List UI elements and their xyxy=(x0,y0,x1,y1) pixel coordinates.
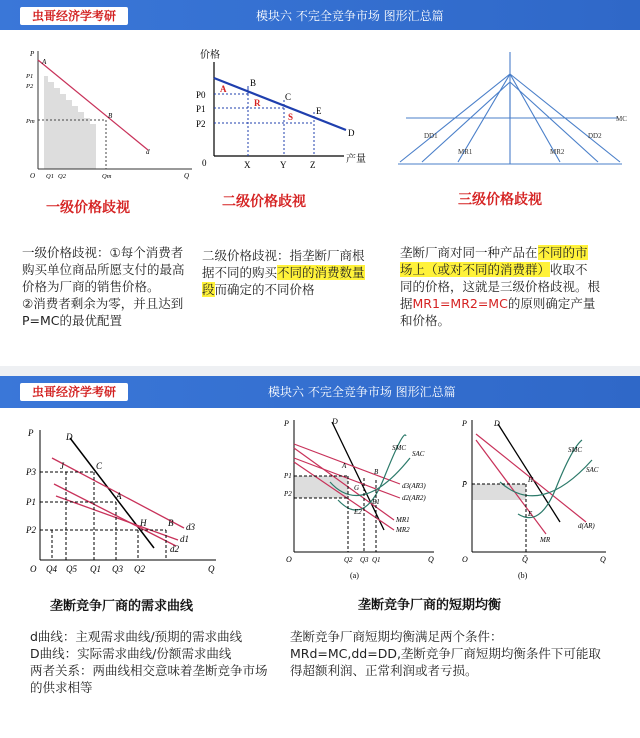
pm-label: Pm xyxy=(26,118,35,125)
panel-monopolistic-competition xyxy=(0,376,640,738)
sac-label: SAC xyxy=(412,450,425,458)
q3-label: Q3 xyxy=(360,556,369,564)
q-axis: Q xyxy=(428,555,434,564)
first-degree-text-2: ②消费者剩余为零，并且达到P=MC的最优配置 xyxy=(22,296,184,328)
module-title-2: 模块六 不完全竞争市场 图形汇总篇 xyxy=(268,385,456,399)
panel-price-discrimination xyxy=(0,0,640,366)
q-axis: Q xyxy=(600,555,606,564)
point-b: B xyxy=(108,112,113,120)
point-c: C xyxy=(285,92,292,102)
d1-label: d1 xyxy=(180,534,189,544)
p1-label: P1 xyxy=(196,104,206,114)
third-degree-text xyxy=(400,244,600,329)
mr1-label: MR1 xyxy=(458,148,473,156)
demand-d: d xyxy=(146,148,150,156)
dd1-label: DD1 xyxy=(424,132,438,140)
p-axis: P xyxy=(284,419,289,428)
demand-curves-figure xyxy=(26,428,236,578)
mc-label: MC xyxy=(616,115,627,123)
d2-label: d2 xyxy=(170,544,179,554)
p-axis: P xyxy=(28,428,34,438)
brand-label-2: 虫哥经济学考研 xyxy=(20,383,128,401)
panel-separator xyxy=(0,366,640,376)
brand-label: 虫哥经济学考研 xyxy=(20,7,128,25)
origin-o: O xyxy=(30,172,36,180)
p-axis: P xyxy=(462,419,467,428)
point-j: J xyxy=(60,461,64,471)
second-degree-figure xyxy=(196,48,376,178)
p2-label: P2 xyxy=(26,83,34,90)
d3-label: d3 xyxy=(186,522,195,532)
quantity-label: 产量 xyxy=(346,154,366,165)
third-degree-text-post: 的原则确定产量和价格。 xyxy=(400,296,596,328)
q5-label: Q5 xyxy=(66,564,77,574)
point-a: A xyxy=(116,491,122,501)
point-b: B xyxy=(374,468,379,476)
x-label: X xyxy=(244,160,251,170)
caption-demand-curves: 垄断竞争厂商的需求曲线 xyxy=(50,599,194,614)
point-h: H xyxy=(140,518,147,528)
origin-o: O xyxy=(462,555,468,564)
second-degree-text xyxy=(202,247,370,298)
q2-label: Q2 xyxy=(134,564,145,574)
steps-fill xyxy=(44,76,96,169)
q1-label: Q1 xyxy=(90,564,101,574)
q-axis: Q xyxy=(208,564,215,574)
second-degree-highlight: 不同的消费数量段 xyxy=(202,265,365,297)
p1-label: P1 xyxy=(26,497,36,507)
point-h: H xyxy=(528,476,534,484)
point-b: B xyxy=(168,518,174,528)
second-degree-text-post: 而确定的不同价格 xyxy=(214,282,315,297)
point-e: E xyxy=(316,106,322,116)
point-a: A xyxy=(342,462,347,470)
point-e1: E1 xyxy=(372,498,380,506)
qbar-label: Q̄ xyxy=(522,555,528,564)
demand-d: D xyxy=(348,128,355,138)
z-label: Z xyxy=(310,160,316,170)
mr2-label: MR2 xyxy=(550,148,565,156)
third-degree-text-pre: 垄断厂商对同一种产品在 xyxy=(400,245,538,260)
y-label: Y xyxy=(280,160,287,170)
q1-label: Q1 xyxy=(46,173,54,180)
point-g: G xyxy=(354,484,360,492)
caption-a: (a) xyxy=(350,571,359,580)
point-e: E xyxy=(528,510,533,518)
mr2-label: MR2 xyxy=(396,526,410,534)
caption-first-degree: 一级价格歧视 xyxy=(46,200,130,216)
first-degree-text xyxy=(22,244,192,329)
third-degree-figure xyxy=(396,42,636,172)
q3-label: Q3 xyxy=(112,564,123,574)
dar-label: d(AR) xyxy=(578,522,595,530)
pbar-label: P̄ xyxy=(462,480,467,489)
q-axis-label: Q xyxy=(184,172,190,180)
header-banner xyxy=(0,0,640,30)
third-degree-text-mid: 收取不同的价格，这就是三级价格歧视。根据 xyxy=(400,262,601,311)
short-run-text-2: MRd=MC,dd=DD,垄断竞争厂商短期均衡条件下可能取得超额利润、正常利润或者亏损。 xyxy=(290,646,601,678)
third-degree-highlight: 不同的市场上（或对不同的消费群） xyxy=(400,245,588,277)
point-e2: E2 xyxy=(354,508,362,516)
caption-short-run: 垄断竞争厂商的短期均衡 xyxy=(358,598,502,613)
q2-label: Q2 xyxy=(344,556,353,564)
area-s: S xyxy=(288,112,294,122)
caption-second-degree: 二级价格歧视 xyxy=(222,194,306,210)
first-degree-text-1: 一级价格歧视：①每个消费者购买单位商品所愿支付的最高价格为厂商的销售价格。 xyxy=(22,245,185,294)
area-a: A xyxy=(220,84,227,94)
q2-label: Q2 xyxy=(58,173,66,180)
big-d: D xyxy=(66,432,73,442)
short-run-text xyxy=(290,628,610,679)
p1-label: P1 xyxy=(284,472,292,480)
big-d: D xyxy=(494,419,500,428)
mr-label: MR xyxy=(540,536,551,544)
demand-curve-text: d曲线：主观需求曲线/预期的需求曲线 D曲线：实际需求曲线/份额需求曲线 两者关系：两曲线相交意味着垄断竞争市场的供求相等 xyxy=(30,629,268,695)
first-degree-figure xyxy=(20,48,200,188)
origin-o: O xyxy=(30,564,37,574)
point-c: C xyxy=(96,461,103,471)
short-run-text-1: 垄断竞争厂商短期均衡满足两个条件： xyxy=(290,629,503,644)
big-d: D xyxy=(332,417,338,426)
p2-label: P2 xyxy=(26,525,36,535)
p2-label: P2 xyxy=(196,119,206,129)
point-a: A xyxy=(42,58,47,66)
short-run-figure-a xyxy=(284,418,444,588)
p2-label: P2 xyxy=(284,490,292,498)
point-b: B xyxy=(250,78,257,88)
d2-label: d2(AR2) xyxy=(402,494,426,502)
short-run-figure-b xyxy=(460,418,620,588)
price-label: 价格 xyxy=(200,50,220,61)
origin-o: O xyxy=(286,555,292,564)
p3-label: P3 xyxy=(26,467,36,477)
origin: 0 xyxy=(202,158,207,168)
module-title: 模块六 不完全竞争市场 图形汇总篇 xyxy=(256,9,444,23)
qm-label: Qm xyxy=(102,173,112,180)
q1-label: Q1 xyxy=(372,556,381,564)
mr1-label: MR1 xyxy=(396,516,410,524)
caption-b: (b) xyxy=(518,571,528,580)
smc-label: SMC xyxy=(392,444,406,452)
area-r: R xyxy=(254,98,261,108)
p0-label: P0 xyxy=(196,90,206,100)
d3-label: d3(AR3) xyxy=(402,482,426,490)
p-axis-label: P xyxy=(30,50,35,58)
header-banner-2 xyxy=(0,376,640,408)
second-degree-text-pre: 二级价格歧视：指垄断厂商根据不同的购买 xyxy=(202,248,365,280)
smc-label: SMC xyxy=(568,446,582,454)
sac-label: SAC xyxy=(586,466,599,474)
caption-third-degree: 三级价格歧视 xyxy=(458,192,542,208)
q4-label: Q4 xyxy=(46,564,57,574)
p1-label: P1 xyxy=(26,73,34,80)
third-degree-rule: MR1=MR2=MC xyxy=(412,296,508,311)
dd2-label: DD2 xyxy=(588,132,602,140)
